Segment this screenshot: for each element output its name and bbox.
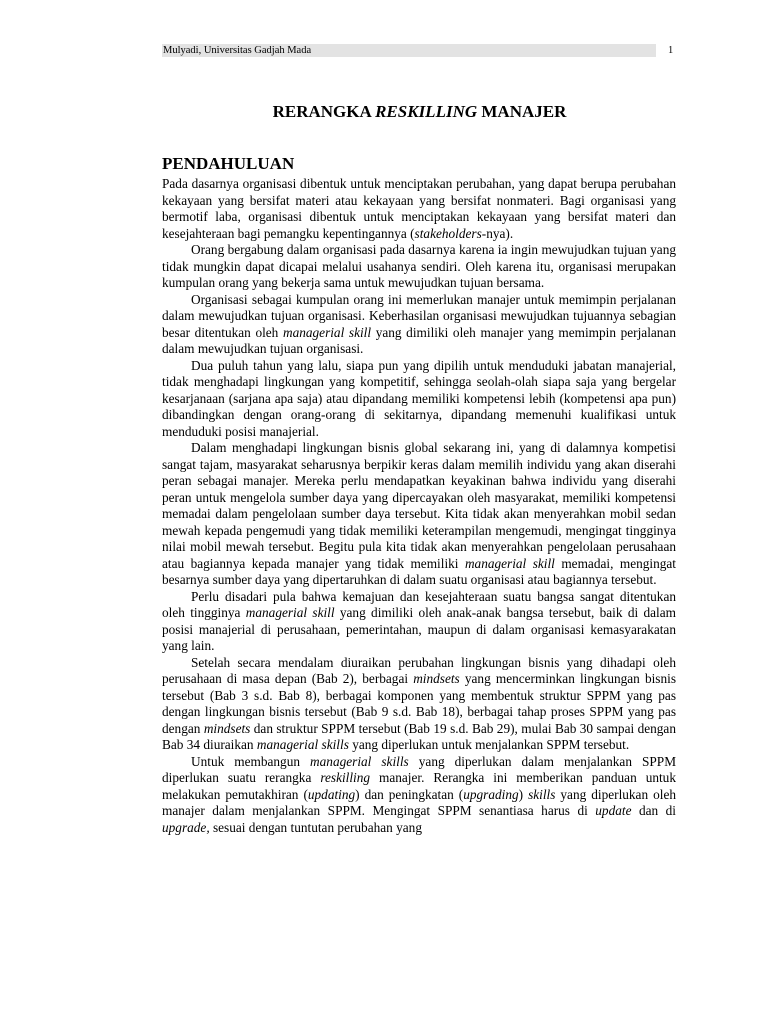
section-heading: PENDAHULUAN — [162, 154, 295, 173]
body-text — [162, 176, 676, 836]
italic-term: managerial skills — [256, 737, 349, 752]
text-run: -nya). — [481, 225, 514, 241]
italic-term: mindsets — [413, 671, 460, 686]
italic-term: stakeholders — [414, 225, 482, 241]
paragraph — [162, 589, 676, 655]
italic-term: managerial skill — [282, 324, 372, 340]
text-run: yang dimiliki oleh anak-anak bangsa tersebut, baik di dalam posisi manajerial di perusahaan, pemerintahan, maupun di dalam organisasi kemasyarakatan yang lain. — [162, 605, 676, 653]
running-header: Mulyadi, Universitas Gadjah Mada — [162, 44, 656, 57]
italic-term: mindsets — [203, 720, 251, 736]
italic-term: update — [595, 803, 632, 818]
text-run: Orang bergabung dalam organisasi pada dasarnya karena ia ingin mewujudkan tujuan yang tidak mungkin dapat dicapai melalui usahanya sendiri. Oleh karena itu, organisasi merupakan kumpulan orang yang bekerja sama untuk mewujudkan tujuan bersama. — [162, 242, 676, 290]
text-run: Organisasi sebagai kumpulan orang ini memerlukan manajer untuk memimpin perjalanan dalam mewujudkan tujuan organisasi. Keberhasilan organisasi mewujudkan tujuannya sebagian besar ditentukan oleh — [162, 291, 676, 340]
text-run: memadai, mengingat besarnya sumber daya yang dipertaruhkan di dalam suatu organisasi atau bagiannya tersebut. — [162, 555, 676, 587]
italic-term: updating — [307, 786, 356, 802]
text-run: ) dan peningkatan ( — [355, 786, 464, 802]
text-run: yang diperlukan oleh manajer dalam menjalankan SPPM. Mengingat SPPM senantiasa harus di — [162, 786, 677, 818]
text-run: dan di — [631, 803, 676, 818]
paragraph — [162, 242, 676, 292]
title-italic: RESKILLING — [375, 102, 478, 121]
italic-term: managerial skill — [464, 555, 555, 571]
text-run: Dua puluh tahun yang lalu, siapa pun yang dipilih untuk menduduki jabatan manajerial, tidak menghadapi lingkungan yang kompetitif, sehingga seolah-olah siapa saja yang bergelar kesarjanaan (sarjana apa saja) atau dipandang memiliki kompetensi lebih (kompetensi apa pun) dibandingkan dengan orang-orang di sekitarnya, dipandang memenuhi kualifikasi untuk menduduki posisi manajerial. — [162, 357, 676, 439]
text-run: sesuai dengan tuntutan perubahan yang — [209, 819, 422, 835]
text-run: yang dimiliki oleh manajer yang memimpin perjalanan dalam mewujudkan tujuan organisasi. — [162, 324, 676, 356]
paragraph — [162, 655, 676, 754]
italic-term: upgrade, — [162, 819, 210, 835]
paragraph — [162, 358, 676, 441]
paragraph — [162, 440, 676, 589]
paragraph — [162, 292, 676, 358]
text-run: manajer. Rerangka ini memberikan panduan untuk melakukan pemutakhiran ( — [162, 770, 676, 802]
text-run: Dalam menghadapi lingkungan bisnis global sekarang ini, yang di dalamnya kompetisi sangat tajam, masyarakat seharusnya berpikir keras dalam memilih individu yang akan diserahi peran sebagai manajer. Mereka perlu mendapatkan keyakinan bahwa individu yang diserahi peran untuk mengelola sumber daya yang dipercayakan oleh masyarakat, memiliki kompetensi memadai dalam pengelolaan sumber daya tersebut. Kita tidak akan menyerahkan mobil sedan mewah kepada pengemudi yang tidak memiliki keterampilan mengemudi, mengingat tingginya nilai mobil mewah tersebut. Begitu pula kita tidak akan menyerahkan pengelolaan perusahaan atau bagiannya kepada manajer yang tidak memiliki — [162, 440, 676, 571]
italic-term: managerial skill — [245, 605, 335, 620]
italic-term: upgrading — [463, 786, 519, 802]
italic-term: reskilling — [320, 770, 371, 785]
text-run: Perlu disadari pula bahwa kemajuan dan kesejahteraan suatu bangsa sangat ditentukan oleh tingginya — [162, 588, 676, 620]
text-run: Untuk membangun — [191, 753, 311, 769]
title-suffix: MANAJER — [477, 102, 567, 121]
document-title — [162, 101, 677, 123]
italic-term: skills — [528, 786, 556, 802]
text-run: yang mencerminkan lingkungan bisnis tersebut (Bab 3 s.d. Bab 8), berbagai komponen yang membentuk struktur SPPM yang pas dengan lingkungan bisnis tersebut (Bab 9 s.d. Bab 18), berbagai tahap proses SPPM yang pas dengan — [162, 671, 676, 736]
title-prefix: RERANGKA — [272, 102, 376, 121]
text-run: yang diperlukan untuk menjalankan SPPM tersebut. — [348, 737, 630, 752]
text-run: yang diperlukan dalam menjalankan SPPM diperlukan suatu rerangka — [162, 753, 677, 785]
text-run: Pada dasarnya organisasi dibentuk untuk menciptakan perubahan, yang dapat berupa perubahan kekayaan yang bersifat materi atau kekayaan yang bersifat nonmateri. Bagi organisasi yang bermotif laba, organisasi dibentuk untuk menciptakan kekayaan yang bersifat materi dan kesejahteraan bagi pemangku kepentingannya ( — [162, 176, 676, 241]
text-run: ) — [518, 786, 529, 802]
paragraph — [162, 176, 676, 242]
text-run: Setelah secara mendalam diuraikan perubahan lingkungan bisnis yang dihadapi oleh perusahaan di masa depan (Bab 2), berbagai — [162, 654, 676, 686]
italic-term: managerial skills — [310, 753, 409, 769]
text-run: dan struktur SPPM tersebut (Bab 19 s.d. Bab 29), mulai Bab 30 sampai dengan Bab 34 diuraikan — [162, 720, 676, 752]
page-number: 1 — [668, 45, 674, 56]
paragraph — [162, 754, 676, 837]
